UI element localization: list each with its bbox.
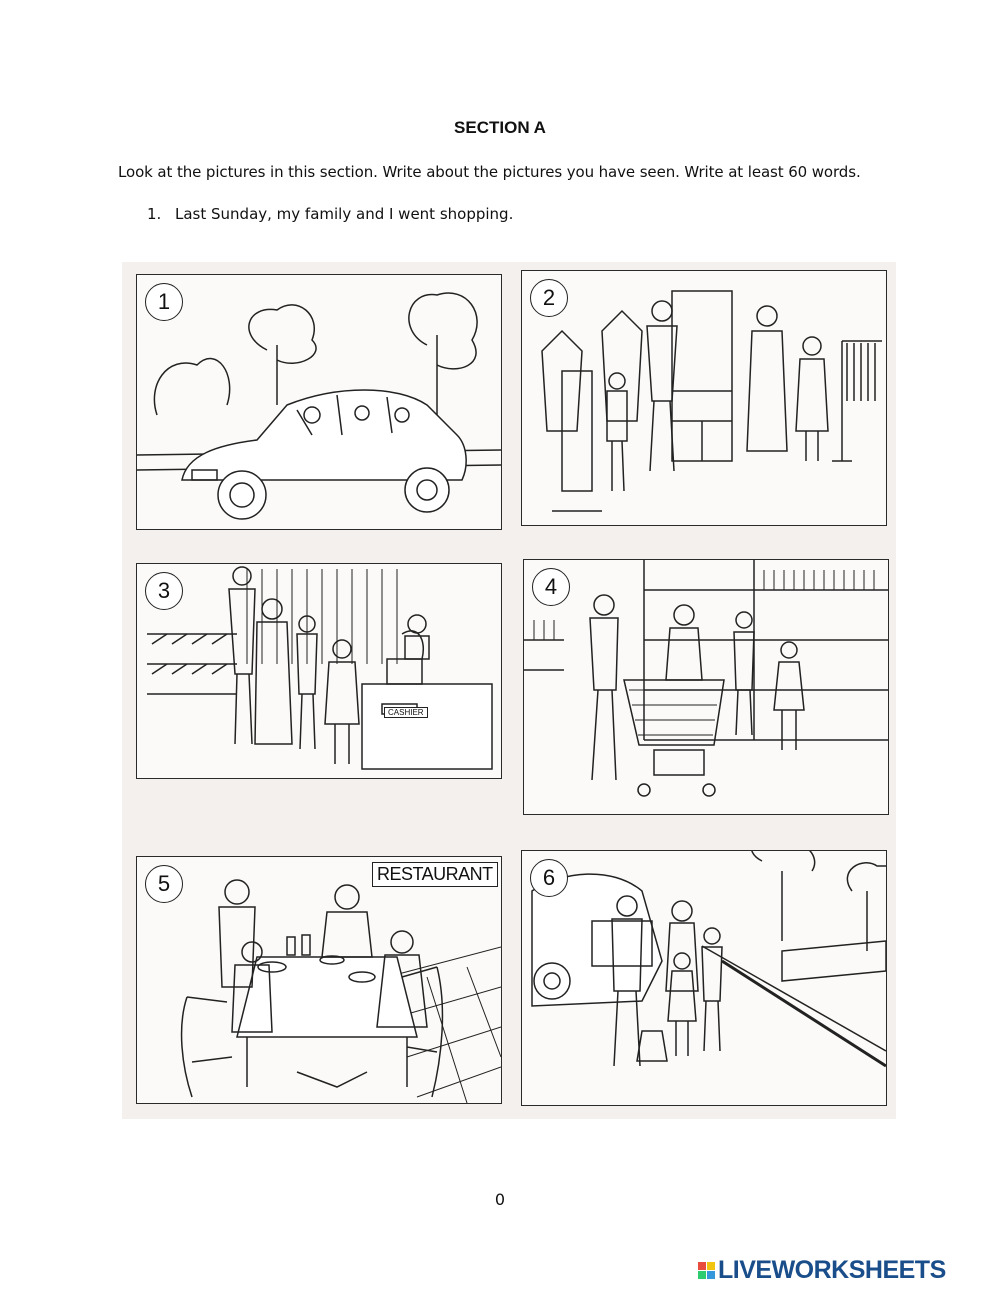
picture-panel-4 [523,559,889,815]
section-title: SECTION A [454,118,546,137]
panel-number-1: 1 [145,283,183,321]
panel-number-5: 5 [145,865,183,903]
panel-number-3: 3 [145,572,183,610]
cashier-sign: CASHIER [384,707,428,718]
car-scene-illustration [137,275,501,529]
panel-number-4: 4 [532,568,570,606]
question-item [147,205,513,223]
panel-number-6: 6 [530,859,568,897]
question-text: Last Sunday, my family and I went shopping. [175,205,514,223]
clothing-store-illustration [522,271,886,525]
picture-panel-6 [521,850,887,1106]
liveworksheets-brand[interactable] [698,1256,946,1284]
brand-name: LIVEWORKSHEETS [718,1255,946,1284]
picture-panel-1 [136,274,502,530]
picture-panel-3 [136,563,502,779]
question-number: 1. [147,205,162,223]
supermarket-illustration [524,560,888,814]
instruction-text: Look at the pictures in this section. Write about the pictures you have seen. Write at least 60 words. [118,163,861,181]
liveworksheets-logo-icon [698,1262,715,1279]
picture-panel-5 [136,856,502,1104]
restaurant-illustration [137,857,501,1103]
restaurant-sign: RESTAURANT [372,862,498,887]
picture-panel-2 [521,270,887,526]
cashier-scene-illustration [137,564,501,778]
page-number: 0 [494,1190,506,1209]
car-boot-scene-illustration [522,851,886,1105]
panel-number-2: 2 [530,279,568,317]
picture-scan [122,262,896,1119]
